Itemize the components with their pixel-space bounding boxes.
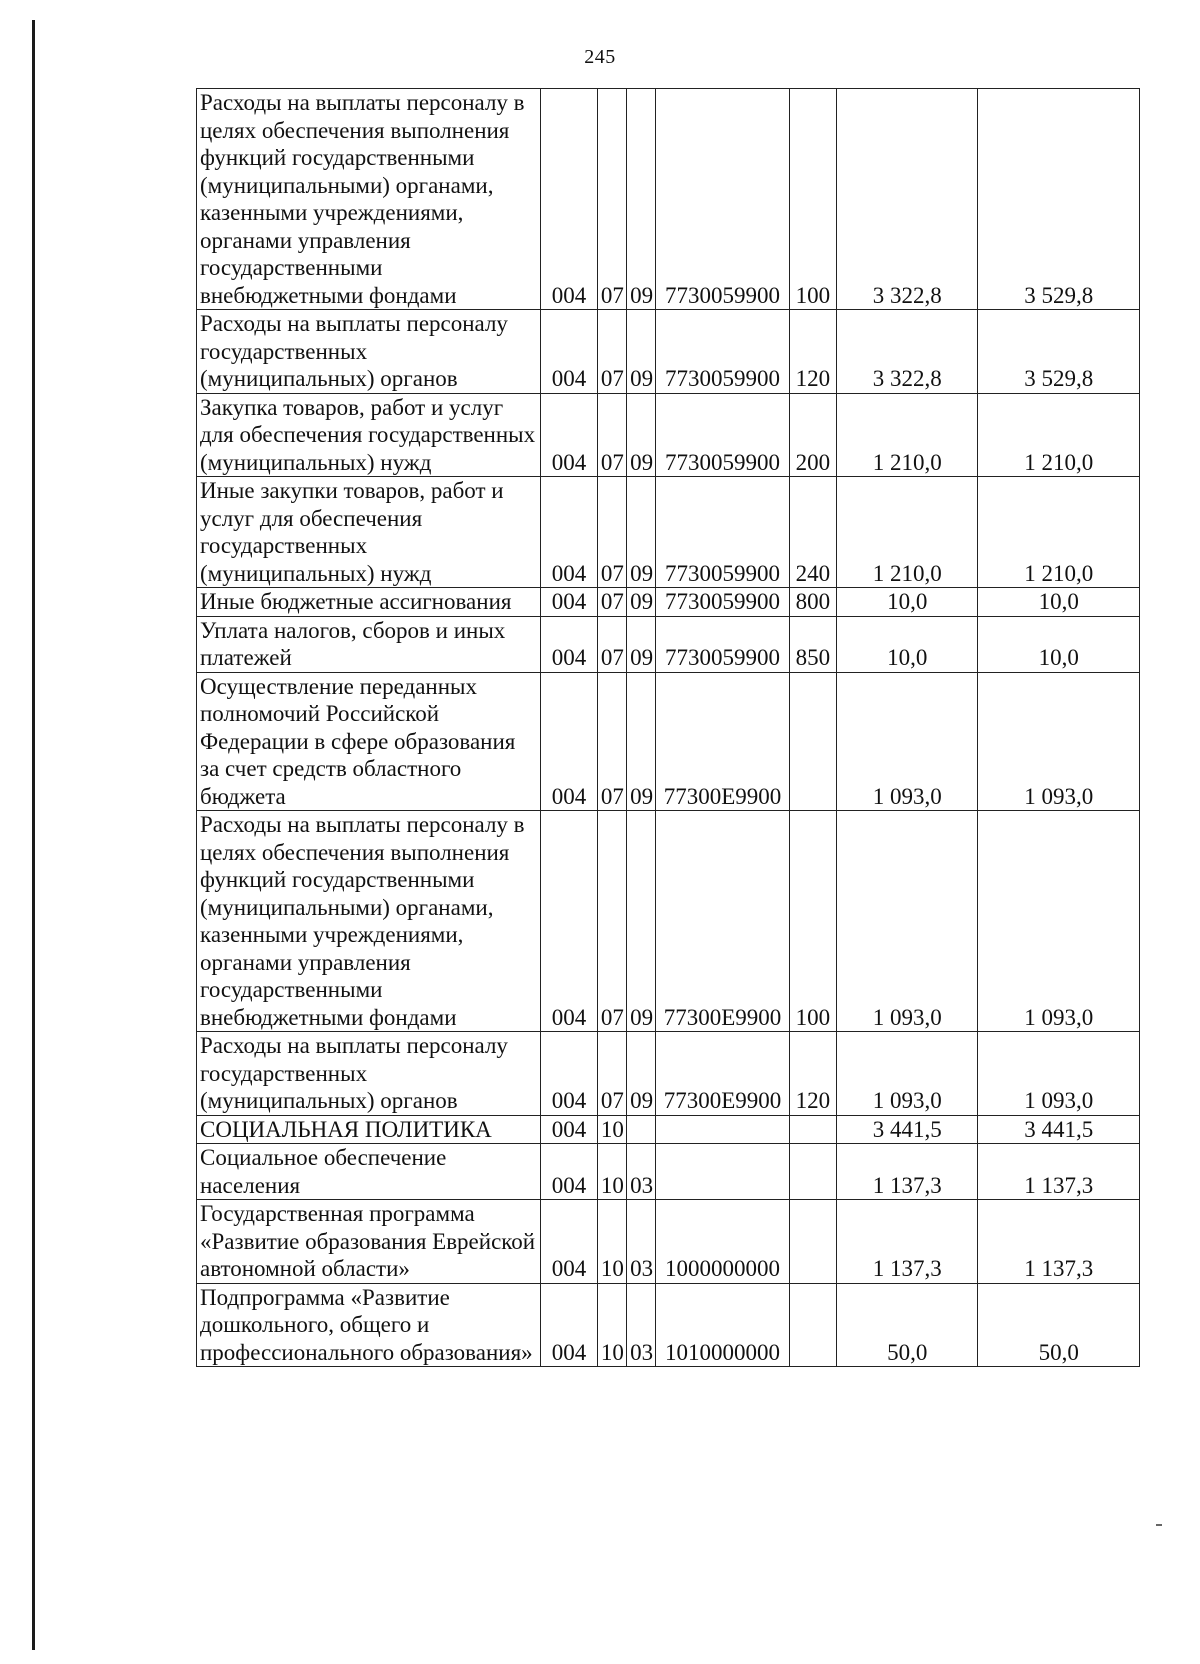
cell-amount-year-2: 1 093,0 [978,811,1140,1032]
cell-expense-type-code [789,1283,836,1367]
cell-expense-type-code: 240 [789,477,836,588]
cell-target-article-code: 77300E9900 [656,1032,789,1116]
cell-target-article-code: 7730059900 [656,89,789,310]
table-row [197,588,1140,617]
table-row [197,616,1140,672]
cell-amount-year-1: 3 322,8 [837,89,978,310]
cell-amount-year-2: 3 529,8 [978,89,1140,310]
cell-subsection-code: 03 [627,1144,656,1200]
cell-section-code: 07 [597,588,626,617]
cell-ved-code: 004 [541,588,598,617]
cell-ved-code: 004 [541,811,598,1032]
cell-name: Уплата налогов, сборов и иных платежей [197,616,541,672]
cell-amount-year-2: 1 137,3 [978,1144,1140,1200]
cell-name: Государственная программа «Развитие образования Еврейской автономной области» [197,1200,541,1284]
cell-amount-year-1: 1 093,0 [837,811,978,1032]
cell-section-code: 07 [597,477,626,588]
cell-target-article-code: 1000000000 [656,1200,789,1284]
cell-name: Иные закупки товаров, работ и услуг для обеспечения государственных (муниципальных) нужд [197,477,541,588]
cell-name: Расходы на выплаты персоналу государственных (муниципальных) органов [197,1032,541,1116]
cell-expense-type-code [789,672,836,811]
cell-section-code: 07 [597,393,626,477]
cell-amount-year-1: 50,0 [837,1283,978,1367]
cell-ved-code: 004 [541,1200,598,1284]
table-row [197,89,1140,310]
cell-name: Иные бюджетные ассигнования [197,588,541,617]
cell-target-article-code [656,1115,789,1144]
cell-expense-type-code [789,1144,836,1200]
cell-subsection-code: 09 [627,1032,656,1116]
cell-target-article-code: 7730059900 [656,477,789,588]
cell-amount-year-2: 1 093,0 [978,672,1140,811]
cell-ved-code: 004 [541,1283,598,1367]
cell-amount-year-2: 50,0 [978,1283,1140,1367]
cell-amount-year-2: 10,0 [978,588,1140,617]
cell-amount-year-1: 1 210,0 [837,477,978,588]
cell-amount-year-1: 1 210,0 [837,393,978,477]
cell-ved-code: 004 [541,1032,598,1116]
cell-amount-year-2: 1 210,0 [978,477,1140,588]
cell-ved-code: 004 [541,393,598,477]
cell-name: Осуществление переданных полномочий Российской Федерации в сфере образования за счет средств областного бюджета [197,672,541,811]
cell-section-code: 07 [597,89,626,310]
cell-amount-year-2: 3 441,5 [978,1115,1140,1144]
cell-amount-year-2: 10,0 [978,616,1140,672]
cell-amount-year-1: 1 137,3 [837,1144,978,1200]
cell-subsection-code: 03 [627,1283,656,1367]
cell-subsection-code: 09 [627,672,656,811]
cell-expense-type-code: 120 [789,310,836,394]
cell-subsection-code: 09 [627,310,656,394]
table-row [197,1115,1140,1144]
cell-section-code: 07 [597,1032,626,1116]
cell-ved-code: 004 [541,1115,598,1144]
cell-subsection-code: 09 [627,588,656,617]
scan-artifact-mark [1156,1524,1162,1526]
cell-target-article-code: 7730059900 [656,588,789,617]
table-row [197,672,1140,811]
cell-expense-type-code: 120 [789,1032,836,1116]
scan-left-edge-line [32,20,35,1650]
cell-section-code: 07 [597,672,626,811]
cell-subsection-code: 09 [627,393,656,477]
cell-name: Расходы на выплаты персоналу государственных (муниципальных) органов [197,310,541,394]
cell-amount-year-1: 1 093,0 [837,1032,978,1116]
cell-expense-type-code: 100 [789,811,836,1032]
cell-target-article-code: 77300E9900 [656,672,789,811]
table-body [197,89,1140,1367]
cell-amount-year-1: 1 137,3 [837,1200,978,1284]
cell-name: Расходы на выплаты персоналу в целях обеспечения выполнения функций государственными (муниципальными) органами, казенными учреждениями, органами управления государственными внебюджетными фондами [197,811,541,1032]
cell-amount-year-1: 3 441,5 [837,1115,978,1144]
table-row [197,393,1140,477]
cell-name: Закупка товаров, работ и услуг для обеспечения государственных (муниципальных) нужд [197,393,541,477]
cell-name: СОЦИАЛЬНАЯ ПОЛИТИКА [197,1115,541,1144]
cell-section-code: 10 [597,1144,626,1200]
cell-amount-year-1: 10,0 [837,616,978,672]
cell-target-article-code: 1010000000 [656,1283,789,1367]
cell-target-article-code: 7730059900 [656,393,789,477]
cell-name: Расходы на выплаты персоналу в целях обеспечения выполнения функций государственными (муниципальными) органами, казенными учреждениями, органами управления государственными внебюджетными фондами [197,89,541,310]
cell-section-code: 10 [597,1283,626,1367]
cell-name: Подпрограмма «Развитие дошкольного, общего и профессионального образования» [197,1283,541,1367]
cell-subsection-code: 09 [627,89,656,310]
cell-subsection-code: 09 [627,477,656,588]
cell-subsection-code: 03 [627,1200,656,1284]
cell-amount-year-1: 1 093,0 [837,672,978,811]
table-row [197,1032,1140,1116]
cell-section-code: 07 [597,616,626,672]
cell-subsection-code: 09 [627,616,656,672]
table-row [197,811,1140,1032]
cell-expense-type-code [789,1200,836,1284]
cell-ved-code: 004 [541,89,598,310]
cell-ved-code: 004 [541,477,598,588]
table-row [197,310,1140,394]
cell-ved-code: 004 [541,310,598,394]
cell-amount-year-2: 3 529,8 [978,310,1140,394]
cell-target-article-code: 7730059900 [656,616,789,672]
cell-section-code: 10 [597,1115,626,1144]
table-row [197,477,1140,588]
cell-section-code: 07 [597,310,626,394]
cell-expense-type-code: 100 [789,89,836,310]
cell-target-article-code: 77300E9900 [656,811,789,1032]
cell-amount-year-2: 1 137,3 [978,1200,1140,1284]
cell-ved-code: 004 [541,1144,598,1200]
cell-section-code: 10 [597,1200,626,1284]
cell-expense-type-code: 800 [789,588,836,617]
table-row [197,1200,1140,1284]
cell-amount-year-1: 3 322,8 [837,310,978,394]
table-row [197,1283,1140,1367]
cell-expense-type-code: 200 [789,393,836,477]
cell-amount-year-1: 10,0 [837,588,978,617]
cell-expense-type-code: 850 [789,616,836,672]
cell-target-article-code: 7730059900 [656,310,789,394]
cell-amount-year-2: 1 210,0 [978,393,1140,477]
cell-subsection-code: 09 [627,811,656,1032]
budget-expenditure-table [196,88,1140,1367]
cell-amount-year-2: 1 093,0 [978,1032,1140,1116]
cell-target-article-code [656,1144,789,1200]
cell-name: Социальное обеспечение населения [197,1144,541,1200]
cell-subsection-code [627,1115,656,1144]
cell-expense-type-code [789,1115,836,1144]
table-row [197,1144,1140,1200]
page-number: 245 [584,46,616,68]
cell-section-code: 07 [597,811,626,1032]
cell-ved-code: 004 [541,616,598,672]
cell-ved-code: 004 [541,672,598,811]
